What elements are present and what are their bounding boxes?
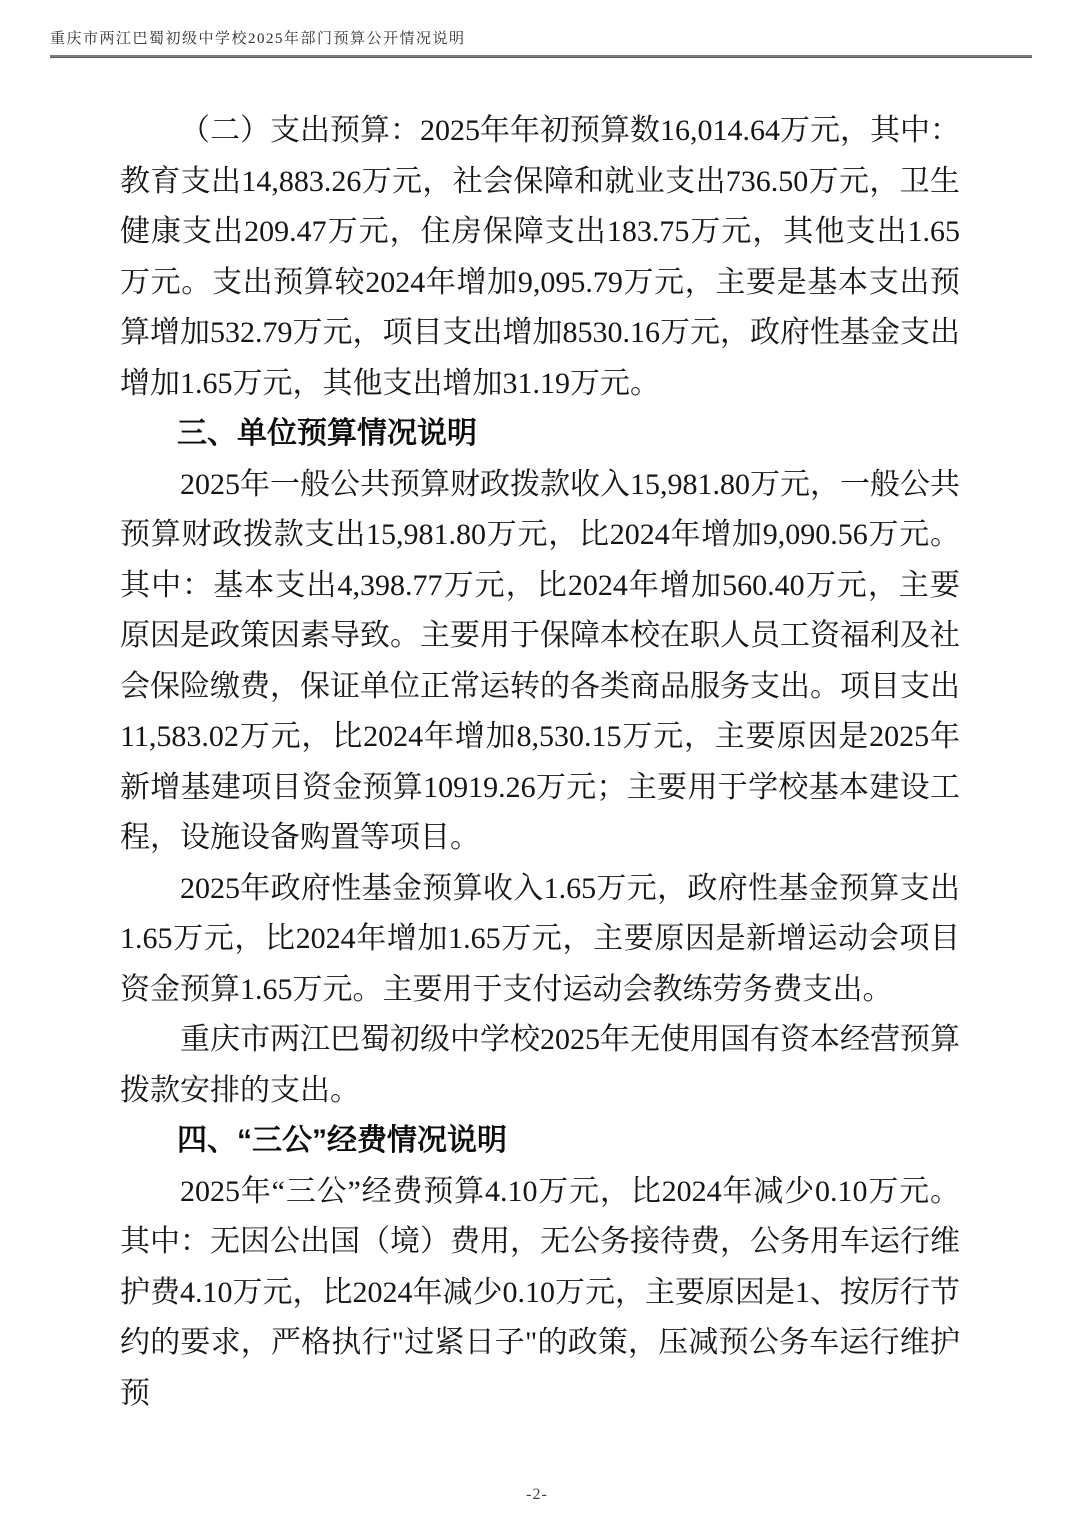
paragraph-expenditure-budget: （二）支出预算：2025年年初预算数16,014.64万元，其中：教育支出14,883.26万元，社会保障和就业支出736.50万元，卫生健康支出209.47万元，住房保障支出183.75万元，其他支出1.65万元。支出预算较2024年增加9,095.79万元，主要是基本支出预算增加532.79万元，项目支出增加8530.16万元，政府性基金支出增加1.65万元，其他支出增加31.19万元。 [120,114,960,400]
section-heading-three-public-expenses: 四、“三公”经费情况说明 [177,1124,507,1157]
paragraph-three-public-expenses: 2025年“三公”经费预算4.10万元，比2024年减少0.10万元。其中：无因公出国（境）费用，无公务接待费，公务用车运行维护费4.10万元，比2024年减少0.10万元，主要原因是1、按厉行节约的要求，严格执行"过紧日子"的政策，压减预公务车运行维护预 [120,1174,960,1410]
paragraph-government-fund-budget: 2025年政府性基金预算收入1.65万元，政府性基金预算支出1.65万元，比2024年增加1.65万元，主要原因是新增运动会项目资金预算1.65万元。主要用于支付运动会教练劳务费支出。 [120,871,960,1006]
header-title: 重庆市两江巴蜀初级中学校2025年部门预算公开情况说明 [50,31,466,47]
page-header [50,28,1032,58]
page-number: -2- [526,1486,548,1503]
header-rule [50,55,1032,58]
section-heading-unit-budget: 三、单位预算情况说明 [177,417,477,450]
document-body [120,106,960,1419]
paragraph-general-public-budget: 2025年一般公共预算财政拨款收入15,981.80万元，一般公共预算财政拨款支出15,981.80万元，比2024年增加9,090.56万元。其中：基本支出4,398.77万元，比2024年增加560.40万元，主要原因是政策因素导致。主要用于保障本校在职人员工资福利及社会保险缴费，保证单位正常运转的各类商品服务支出。项目支出11,583.02万元，比2024年增加8,530.15万元，主要原因是2025年新增基建项目资金预算10919.26万元；主要用于学校基本建设工程，设施设备购置等项目。 [120,467,960,854]
paragraph-state-capital-budget: 重庆市两江巴蜀初级中学校2025年无使用国有资本经营预算拨款安排的支出。 [120,1023,960,1107]
